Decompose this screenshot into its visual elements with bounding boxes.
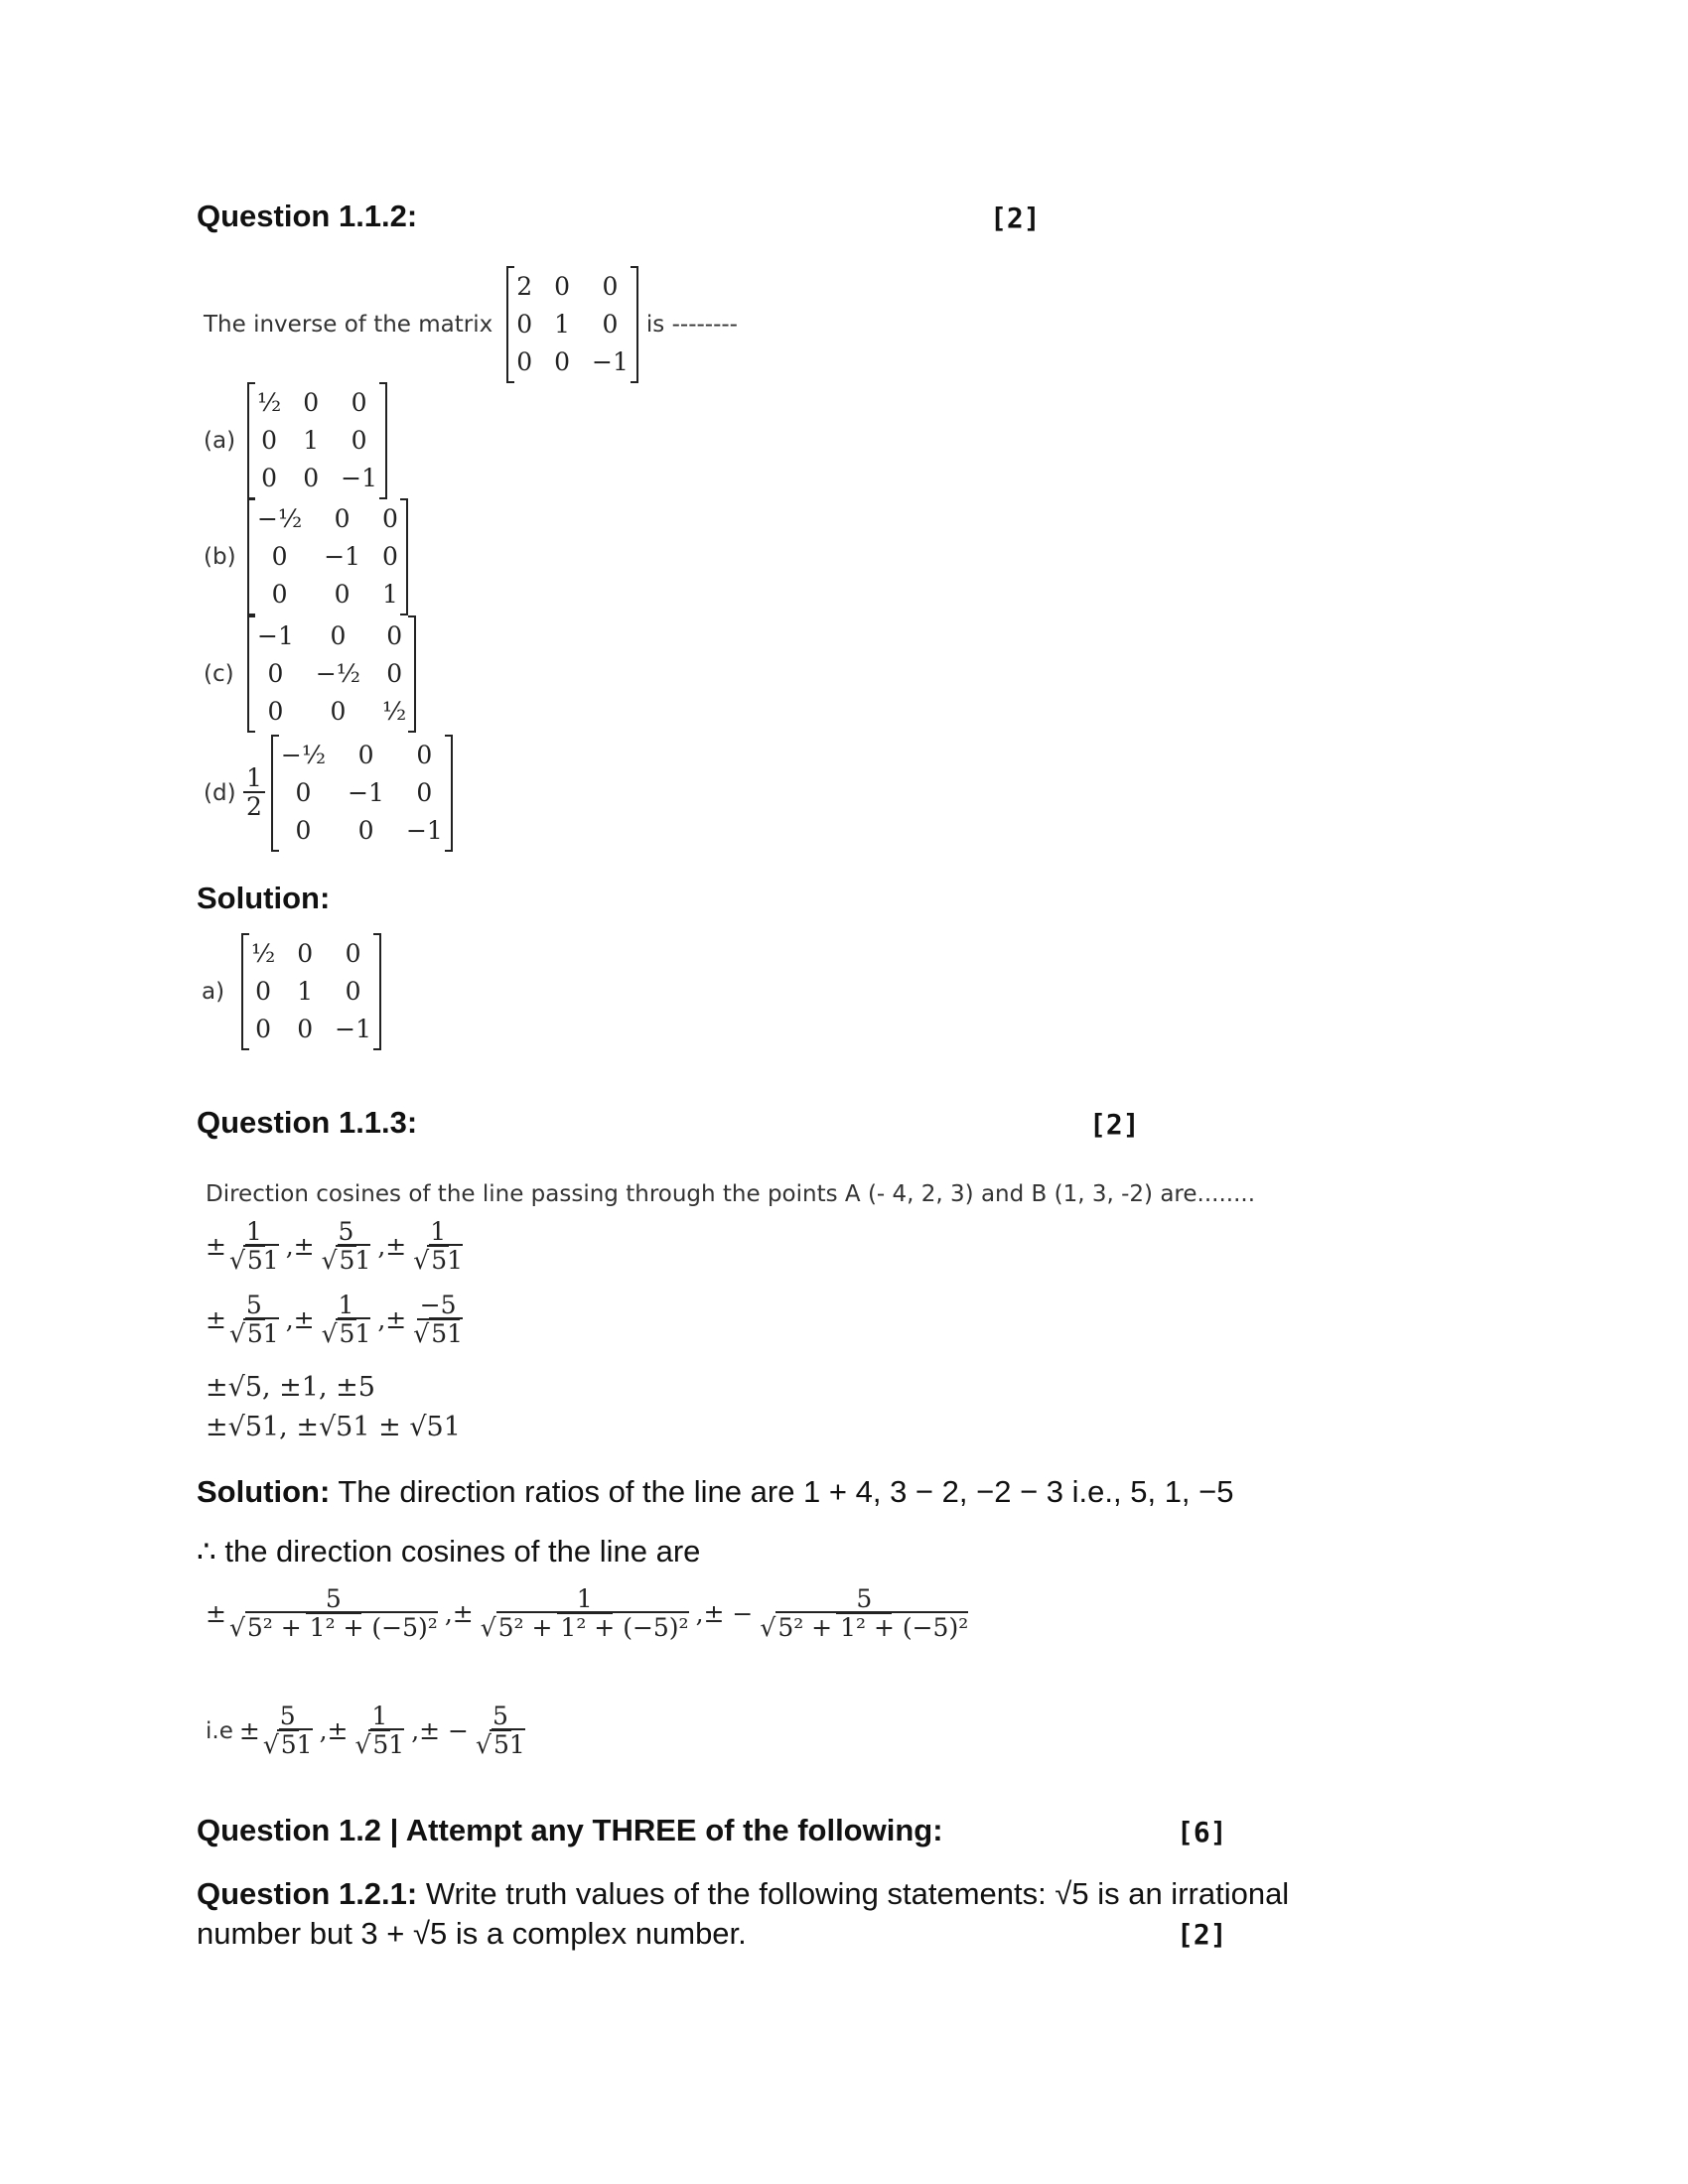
intro-suffix: is -------- bbox=[645, 312, 738, 338]
question-1-1-2-intro bbox=[204, 266, 738, 383]
question-1-1-3-marks: [2] bbox=[1089, 1108, 1140, 1141]
question-1-1-3-intro: Direction cosines of the line passing through the points A (- 4, 2, 3) and B (1, 3, -2) are........ bbox=[206, 1181, 1256, 1207]
question-1-1-2-marks: [2] bbox=[990, 202, 1041, 234]
question-1-2-title: Question 1.2 | Attempt any THREE of the following: bbox=[197, 1813, 943, 1847]
question-1-2-1-line1 bbox=[197, 1876, 1289, 1912]
question-1-2-1-text: Write truth values of the following statements: √5 is an irrational bbox=[417, 1876, 1290, 1911]
option-label: (d) bbox=[204, 780, 236, 806]
solution-text: The direction ratios of the line are 1 + 4, 3 − 2, −2 − 3 i.e., 5, 1, −5 bbox=[330, 1474, 1234, 1509]
solution-title: Solution: bbox=[197, 1474, 331, 1509]
question-1-2-1-marks: [2] bbox=[1177, 1918, 1227, 1951]
therefore-text: ∴ the direction cosines of the line are bbox=[197, 1534, 701, 1569]
option-label: (a) bbox=[204, 428, 236, 454]
option-a bbox=[204, 382, 387, 499]
option-b bbox=[204, 498, 408, 615]
ie-expression: i.e ± $\frac{5}{√51}$ ,± $\frac{1}{√51}$ ,± − $\frac{5}{√51}$ bbox=[206, 1702, 525, 1760]
intro-text: The inverse of the matrix bbox=[204, 312, 493, 338]
question-1-2-1-title: Question 1.2.1: bbox=[197, 1876, 418, 1911]
dc-option-a: ± $\frac{1}{√51}$ ,± $\frac{5}{√51}$ ,± $\frac{1}{√51}$ bbox=[206, 1217, 464, 1276]
option-d-matrix: −½ 0 0 0 −1 0 0 0 −1 bbox=[271, 735, 453, 852]
question-1-1-3-title: Question 1.1.3: bbox=[197, 1105, 418, 1140]
option-label: (b) bbox=[204, 544, 236, 570]
option-b-matrix: −½ 0 0 0 −1 0 0 0 1 bbox=[247, 498, 408, 615]
option-c bbox=[204, 615, 416, 733]
option-c-matrix: −1 0 0 0 −½ 0 0 0 ½ bbox=[247, 615, 416, 733]
dc-expression: ± $\frac{5}{\text{√5² + 1² + (−5)²}}$ ,± $\frac{1}{\text{√5² + 1² + (−5)²}}$ ,± − $\frac{5}{\text{√5² + 1² + (−5)²}}$ bbox=[206, 1584, 969, 1643]
ie-label: i.e bbox=[206, 1717, 233, 1744]
question-1-1-2-title: Question 1.1.2: bbox=[197, 199, 418, 233]
option-label: (c) bbox=[204, 661, 234, 687]
dc-option-d: ±√51, ±√51 ± √51 bbox=[206, 1412, 461, 1442]
option-d bbox=[204, 735, 453, 852]
question-1-2-1-line2: number but 3 + √5 is a complex number. bbox=[197, 1916, 747, 1951]
solution-answer bbox=[202, 933, 381, 1050]
option-a-matrix: ½ 0 0 0 1 0 0 0 −1 bbox=[247, 382, 387, 499]
solution-label: a) bbox=[202, 979, 225, 1005]
dc-option-b: ± $\frac{5}{√51}$ ,± $\frac{1}{√51}$ ,± $\frac{-5}{√51}$ bbox=[206, 1291, 464, 1349]
solution-1-1-3 bbox=[197, 1474, 1234, 1510]
given-matrix: 2 0 0 0 1 0 0 0 −1 bbox=[506, 266, 638, 383]
solution-matrix: ½ 0 0 0 1 0 0 0 −1 bbox=[241, 933, 381, 1050]
solution-title: Solution: bbox=[197, 881, 331, 915]
question-1-2-marks: [6] bbox=[1177, 1816, 1227, 1848]
scalar-fraction: 1 2 bbox=[243, 765, 265, 821]
dc-option-c: ±√5, ±1, ±5 bbox=[206, 1372, 375, 1403]
